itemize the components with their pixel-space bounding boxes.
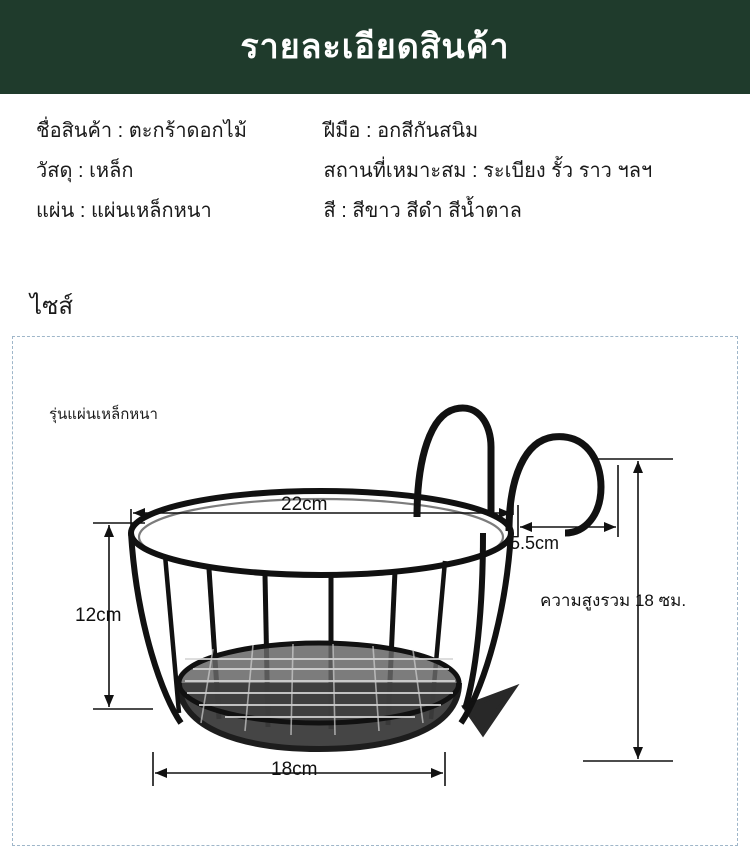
spec-craft: ฝีมือ : อกสีกันสนิม — [323, 120, 479, 142]
spec-product-name: ชื่อสินค้า : ตะกร้าดอกไม้ — [36, 120, 247, 142]
specs-right-column — [323, 118, 720, 225]
page-title: รายละเอียดสินค้า — [240, 28, 510, 66]
specifications-block — [0, 94, 750, 225]
dimension-top-diameter: 22cm — [281, 494, 328, 515]
specs-left-column — [36, 118, 323, 225]
dimension-hook-depth: 5.5cm — [510, 533, 560, 553]
size-section-label: ไซส์ — [30, 293, 74, 320]
dimension-total-height: ความสูงรวม 18 ซม. — [540, 591, 687, 610]
size-diagram-box — [12, 336, 738, 846]
model-note: รุ่นแผ่นเหล็กหนา — [49, 406, 158, 423]
spec-material: วัสดุ : เหล็ก — [36, 160, 134, 182]
spec-plate: แผ่น : แผ่นเหล็กหนา — [36, 200, 212, 222]
page-header-banner — [0, 0, 750, 94]
dimension-body-height: 12cm — [75, 605, 122, 626]
dimension-base-diameter: 18cm — [271, 759, 318, 780]
spec-color: สี : สีขาว สีดำ สีน้ำตาล — [323, 200, 522, 222]
spec-location: สถานที่เหมาะสม : ระเบียง รั้ว ราว ฯลฯ — [323, 160, 653, 182]
